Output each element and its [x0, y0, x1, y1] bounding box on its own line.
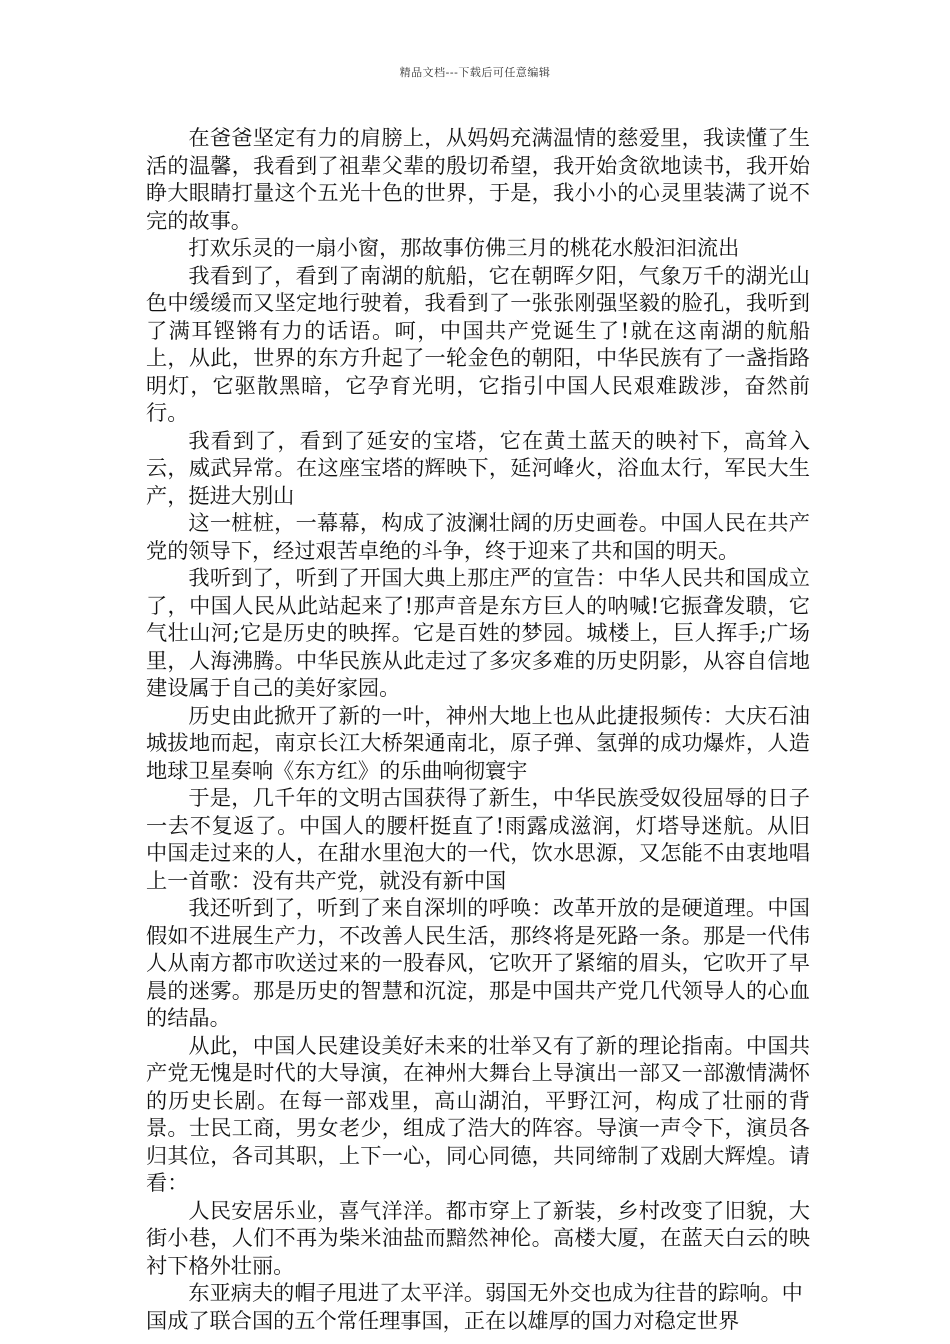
page-header: 精品文档---下载后可任意编辑	[399, 66, 551, 79]
paragraph-9: 我还听到了，听到了来自深圳的呼唤：改革开放的是硬道理。中国假如不进展生产力，不改善人民生活，那终将是死路一条。那是一代伟人从南方都市吹送过来的一股春风，它吹开了紧缩的眉头，它吹开了早晨的迷雾。那是历史的智慧和沉淀，那是中国共产党几代领导人的心血的结晶。	[146, 895, 810, 1030]
paragraph-2: 打欢乐灵的一扇小窗，那故事仿佛三月的桃花水般汩汩流出	[188, 235, 740, 260]
paragraph-7: 历史由此掀开了新的一叶，神州大地上也从此捷报频传：大庆石油城拔地而起，南京长江大桥架通南北，原子弹、氢弹的成功爆炸，人造地球卫星奏响《东方红》的乐曲响彻寰宇	[146, 702, 810, 783]
paragraph-6: 我听到了，听到了开国大典上那庄严的宣告：中华人民共和国成立了，中国人民从此站起来了!那声音是东方巨人的呐喊!它振聋发聩，它气壮山河;它是历史的映挥。它是百姓的梦园。城楼上，巨人挥手;广场里，人海沸腾。中华民族从此走过了多灾多难的历史阴影，从容自信地建设属于自己的美好家园。	[146, 565, 810, 700]
paragraph-1: 在爸爸坚定有力的肩膀上，从妈妈充满温情的慈爱里，我读懂了生活的温馨，我看到了祖辈父辈的殷切希望，我开始贪欲地读书，我开始睁大眼睛打量这个五光十色的世界，于是，我小小的心灵里装满了说不完的故事。	[146, 125, 810, 233]
document-body	[146, 124, 810, 1334]
paragraph-11: 人民安居乐业，喜气洋洋。都市穿上了新装，乡村改变了旧貌，大街小巷，人们不再为柴米油盐而黯然神伦。高楼大厦，在蓝天白云的映衬下格外壮丽。	[146, 1197, 810, 1278]
paragraph-4: 我看到了，看到了延安的宝塔，它在黄土蓝天的映衬下，高耸入云，威武异常。在这座宝塔的辉映下，延河峰火，浴血太行，军民大生产，挺进大别山	[146, 427, 810, 508]
paragraph-3: 我看到了，看到了南湖的航船，它在朝晖夕阳，气象万千的湖光山色中缓缓而又坚定地行驶着，我看到了一张张刚强坚毅的脸孔，我听到了满耳铿锵有力的话语。呵，中国共产党诞生了!就在这南湖的航船上，从此，世界的东方升起了一轮金色的朝阳，中华民族有了一盏指路明灯，它驱散黑暗，它孕育光明，它指引中国人民艰难跋涉，奋然前行。	[146, 262, 810, 425]
paragraph-5: 这一桩桩，一幕幕，构成了波澜壮阔的历史画卷。中国人民在共产党的领导下，经过艰苦卓绝的斗争，终于迎来了共和国的明天。	[146, 510, 810, 563]
paragraph-10: 从此，中国人民建设美好未来的壮举又有了新的理论指南。中国共产党无愧是时代的大导演，在神州大舞台上导演出一部又一部激情满怀的历史长剧。在每一部戏里，高山湖泊，平野江河，构成了壮丽的背景。士民工商，男女老少，组成了浩大的阵容。导演一声令下，演员各归其位，各司其职，上下一心，同心同德，共同缔制了戏剧大辉煌。请看：	[146, 1032, 810, 1195]
paragraph-12: 东亚病夫的帽子甩进了太平洋。弱国无外交也成为往昔的踪响。中国成了联合国的五个常任理事国，正在以雄厚的国力对稳定世界	[146, 1280, 803, 1333]
paragraph-8: 于是，几千年的文明古国获得了新生，中华民族受奴役屈辱的日子一去不复返了。中国人的腰杆挺直了!雨露成滋润，灯塔导迷航。从旧中国走过来的人，在甜水里泡大的一代，饮水思源，又怎能不由衷地唱上一首歌：没有共产党，就没有新中国	[146, 785, 810, 893]
